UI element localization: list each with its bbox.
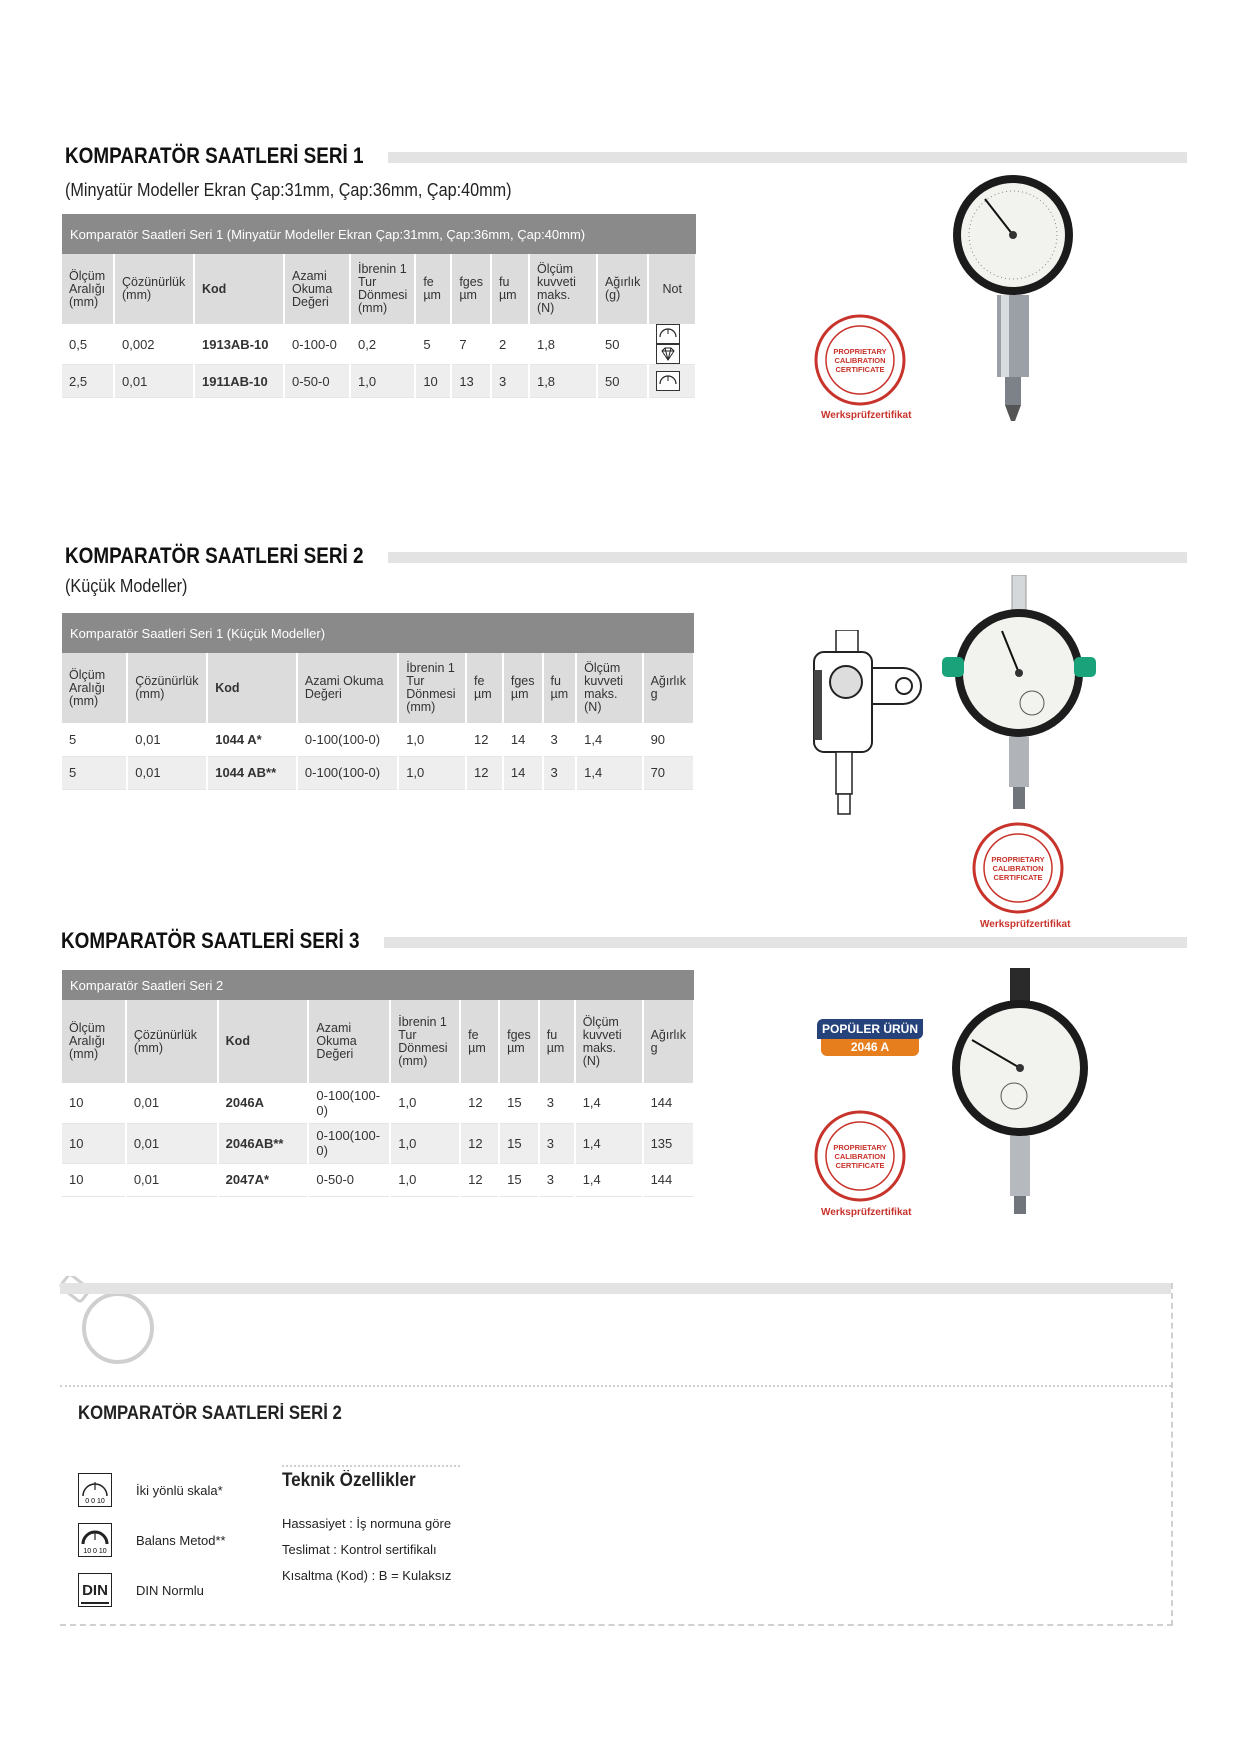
- cert-text-3: CERTIFICATE: [993, 873, 1043, 882]
- cell: 1,8: [529, 365, 597, 398]
- col-header: Ağırlık g: [643, 1000, 694, 1083]
- col-header: Azami Okuma Değeri: [308, 1000, 390, 1083]
- col-header: fges µm: [499, 1000, 539, 1083]
- cell: 5: [62, 756, 127, 789]
- cell: 15: [499, 1083, 539, 1123]
- section-3-divider: [384, 937, 1187, 948]
- cert-text-1: PROPRIETARY: [833, 347, 887, 356]
- popular-product-badge: [817, 1019, 923, 1059]
- cell: 1,0: [350, 365, 415, 398]
- cell: 2,5: [62, 365, 114, 398]
- teknik-line: Hassasiyet : İş normuna göre: [282, 1516, 452, 1531]
- col-header: Not: [648, 254, 696, 324]
- section-2-subtitle: (Küçük Modeller): [65, 576, 188, 596]
- col-header: fe µm: [466, 653, 503, 723]
- info-box-title: KOMPARATÖR SAATLERİ SERİ 2: [78, 1403, 342, 1424]
- cell: 2: [491, 324, 529, 365]
- cell: 12: [466, 723, 503, 756]
- note-cell: [648, 324, 696, 365]
- table-caption: Komparatör Saatleri Seri 1 (Minyatür Modeller Ekran Çap:31mm, Çap:36mm, Çap:40mm): [62, 214, 696, 254]
- legend-label: Balans Metod**: [136, 1533, 226, 1548]
- cell: 3: [543, 723, 577, 756]
- cell: 0,2: [350, 324, 415, 365]
- col-header: Çözünürlük (mm): [114, 254, 194, 324]
- din-icon-text: DIN: [81, 1576, 109, 1604]
- cert-text-3: CERTIFICATE: [835, 1161, 885, 1170]
- cell: 0,01: [126, 1083, 218, 1123]
- col-header: Ölçüm kuvveti maks. (N): [575, 1000, 643, 1083]
- cell: 14: [503, 723, 543, 756]
- cell: 12: [466, 756, 503, 789]
- teknik-line: Teslimat : Kontrol sertifikalı: [282, 1542, 437, 1557]
- bidirectional-scale-icon: [656, 324, 680, 344]
- table-row: [62, 1163, 694, 1196]
- cell: 1,0: [398, 756, 466, 789]
- spec-table-series-1: [62, 214, 697, 398]
- cell: 2046A: [218, 1083, 309, 1123]
- cell: 0,01: [127, 723, 207, 756]
- cell: 3: [539, 1083, 575, 1123]
- col-header: fe µm: [415, 254, 451, 324]
- section-1-divider: [388, 152, 1187, 163]
- svg-text:10 0 10: 10 0 10: [83, 1548, 107, 1555]
- cell: 12: [460, 1123, 499, 1163]
- balance-method-icon: [78, 1523, 112, 1557]
- badge-line-2: 2046 A: [821, 1039, 919, 1056]
- dial-indicator-side-view-image: [808, 630, 923, 820]
- table-row: [62, 324, 696, 365]
- cell: 135: [643, 1123, 694, 1163]
- col-header: Ölçüm kuvveti maks. (N): [576, 653, 642, 723]
- bidirectional-scale-icon: [78, 1473, 112, 1507]
- dial-indicator-image-1: [945, 175, 1085, 430]
- col-header: Kod: [194, 254, 284, 324]
- cell: 1,8: [529, 324, 597, 365]
- cell: 3: [491, 365, 529, 398]
- table-row: [62, 365, 696, 398]
- teknik-title: Teknik Özellikler: [282, 1470, 416, 1491]
- cell: 10: [62, 1163, 126, 1196]
- table-row: [62, 756, 694, 789]
- cell: 3: [539, 1123, 575, 1163]
- svg-text:0 0 10: 0 0 10: [85, 1498, 105, 1505]
- cert-label: Werksprüfzertifikat: [980, 919, 1071, 930]
- cell: 90: [643, 723, 694, 756]
- cell: 3: [543, 756, 577, 789]
- cert-text-2: CALIBRATION: [834, 356, 886, 365]
- cell: 13: [451, 365, 491, 398]
- cell: 7: [451, 324, 491, 365]
- cell: 1911AB-10: [194, 365, 284, 398]
- cell: 12: [460, 1083, 499, 1123]
- cell: 70: [643, 756, 694, 789]
- cell: 2046AB**: [218, 1123, 309, 1163]
- cell: 50: [597, 365, 648, 398]
- col-header: fu µm: [491, 254, 529, 324]
- cell: 144: [643, 1083, 694, 1123]
- col-header: fges µm: [451, 254, 491, 324]
- cell: 0,01: [126, 1123, 218, 1163]
- cell: 0,01: [126, 1163, 218, 1196]
- col-header: Ağırlık g: [643, 653, 694, 723]
- col-header: fges µm: [503, 653, 543, 723]
- cell: 1,4: [575, 1163, 643, 1196]
- table-row: [62, 1123, 694, 1163]
- teknik-dotted-divider: [282, 1465, 460, 1467]
- cell: 1,0: [398, 723, 466, 756]
- cell: 12: [460, 1163, 499, 1196]
- cert-text-1: PROPRIETARY: [991, 855, 1045, 864]
- col-header: Azami Okuma Değeri: [297, 653, 398, 723]
- cell: 0-100-0: [284, 324, 350, 365]
- info-box-dotted-divider: [60, 1385, 1171, 1387]
- col-header: Kod: [207, 653, 297, 723]
- cert-text-3: CERTIFICATE: [835, 365, 885, 374]
- dial-indicator-image-2: [942, 575, 1097, 815]
- spec-table-series-2: [62, 613, 695, 790]
- cell: 1044 A*: [207, 723, 297, 756]
- col-header: Çözünürlük (mm): [127, 653, 207, 723]
- section-2-divider: [388, 552, 1187, 563]
- cell: 5: [62, 723, 127, 756]
- col-header: Çözünürlük (mm): [126, 1000, 218, 1083]
- cell: 5: [415, 324, 451, 365]
- calibration-certificate-stamp: [812, 312, 908, 408]
- col-header: fu µm: [539, 1000, 575, 1083]
- col-header: İbrenin 1 Tur Dönmesi (mm): [390, 1000, 460, 1083]
- section-3-title: KOMPARATÖR SAATLERİ SERİ 3: [61, 928, 360, 953]
- col-header: fe µm: [460, 1000, 499, 1083]
- section-2-title: KOMPARATÖR SAATLERİ SERİ 2: [65, 543, 364, 568]
- diamond-icon: [656, 344, 680, 364]
- cell: 1913AB-10: [194, 324, 284, 365]
- cert-text-2: CALIBRATION: [992, 864, 1044, 873]
- cell: 10: [62, 1123, 126, 1163]
- cert-text-2: CALIBRATION: [834, 1152, 886, 1161]
- col-header: İbrenin 1 Tur Dönmesi (mm): [398, 653, 466, 723]
- cell: 0-50-0: [284, 365, 350, 398]
- spec-table-series-3: [62, 970, 695, 1197]
- cert-label: Werksprüfzertifikat: [821, 410, 912, 421]
- badge-line-1: POPÜLER ÜRÜN: [817, 1019, 923, 1039]
- cell: 0,002: [114, 324, 194, 365]
- balance-method-icon: [656, 371, 680, 391]
- cell: 3: [539, 1163, 575, 1196]
- cell: 15: [499, 1123, 539, 1163]
- col-header: Ölçüm Aralığı (mm): [62, 254, 114, 324]
- cell: 0-100(100-0): [297, 723, 398, 756]
- cell: 1,4: [575, 1083, 643, 1123]
- section-1-title: KOMPARATÖR SAATLERİ SERİ 1: [65, 143, 364, 168]
- cell: 0,01: [127, 756, 207, 789]
- col-header: Ölçüm Aralığı (mm): [62, 653, 127, 723]
- legend-label: DIN Normlu: [136, 1583, 204, 1598]
- col-header: Ağırlık (g): [597, 254, 648, 324]
- note-cell: [648, 365, 696, 398]
- cell: 10: [415, 365, 451, 398]
- cell: 144: [643, 1163, 694, 1196]
- table-caption: Komparatör Saatleri Seri 2: [62, 970, 694, 1000]
- cell: 1044 AB**: [207, 756, 297, 789]
- cell: 0,5: [62, 324, 114, 365]
- cert-label: Werksprüfzertifikat: [821, 1207, 912, 1218]
- cell: 1,0: [390, 1163, 460, 1196]
- cell: 0-100(100-0): [308, 1083, 390, 1123]
- table-row: [62, 1083, 694, 1123]
- din-icon: [78, 1573, 112, 1607]
- calibration-certificate-stamp: [812, 1108, 908, 1204]
- cell: 0-50-0: [308, 1163, 390, 1196]
- cell: 1,4: [575, 1123, 643, 1163]
- cell: 0,01: [114, 365, 194, 398]
- legend-label: İki yönlü skala*: [136, 1483, 223, 1498]
- cell: 50: [597, 324, 648, 365]
- cell: 1,0: [390, 1083, 460, 1123]
- cell: 1,4: [576, 756, 642, 789]
- cert-text-1: PROPRIETARY: [833, 1143, 887, 1152]
- calibration-certificate-stamp: [970, 820, 1066, 916]
- section-1-subtitle: (Minyatür Modeller Ekran Çap:31mm, Çap:36mm, Çap:40mm): [65, 180, 512, 200]
- col-header: Kod: [218, 1000, 309, 1083]
- col-header: İbrenin 1 Tur Dönmesi (mm): [350, 254, 415, 324]
- info-box-top-bar: [60, 1283, 1171, 1294]
- cell: 2047A*: [218, 1163, 309, 1196]
- table-row: [62, 723, 694, 756]
- cell: 15: [499, 1163, 539, 1196]
- col-header: fu µm: [543, 653, 577, 723]
- cell: 14: [503, 756, 543, 789]
- cell: 0-100(100-0): [308, 1123, 390, 1163]
- cell: 1,0: [390, 1123, 460, 1163]
- col-header: Ölçüm Aralığı (mm): [62, 1000, 126, 1083]
- cell: 0-100(100-0): [297, 756, 398, 789]
- col-header: Ölçüm kuvveti maks. (N): [529, 254, 597, 324]
- dial-indicator-image-3: [950, 968, 1090, 1218]
- cell: 1,4: [576, 723, 642, 756]
- info-box: [60, 1283, 1173, 1626]
- cell: 10: [62, 1083, 126, 1123]
- table-caption: Komparatör Saatleri Seri 1 (Küçük Modeller): [62, 613, 694, 653]
- teknik-line: Kısaltma (Kod) : B = Kulaksız: [282, 1568, 452, 1583]
- col-header: Azami Okuma Değeri: [284, 254, 350, 324]
